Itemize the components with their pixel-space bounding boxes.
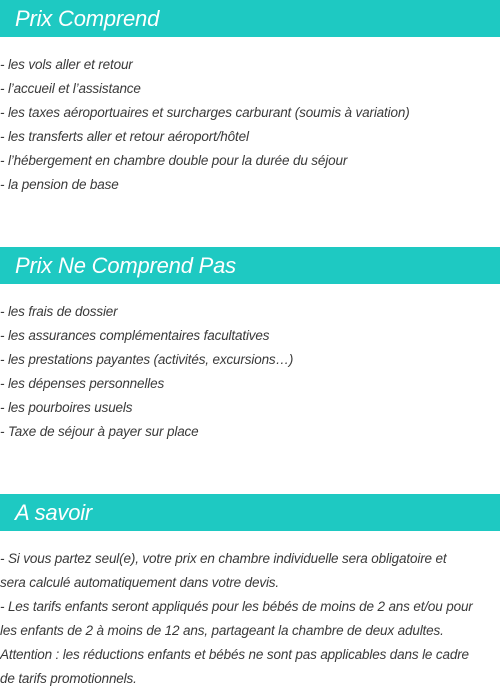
- section-title-not-included: Prix Ne Comprend Pas: [15, 252, 236, 278]
- text-line: - Les tarifs enfants seront appliqués pour les bébés de moins de 2 ans et/ou pour: [0, 599, 473, 614]
- text-line: de tarifs promotionnels.: [0, 671, 137, 686]
- text-line: les enfants de 2 à moins de 12 ans, partageant la chambre de deux adultes.: [0, 623, 444, 638]
- text-line: Attention : les réductions enfants et bébés ne sont pas applicables dans le cadre: [0, 647, 469, 662]
- list-item: - les dépenses personnelles: [0, 376, 165, 391]
- list-item: - les taxes aéroportuaires et surcharges carburant (soumis à variation): [0, 105, 410, 120]
- included-list: [0, 53, 500, 197]
- section-header-included: [0, 0, 500, 37]
- list-item: - les transferts aller et retour aéroport/hôtel: [0, 129, 249, 144]
- list-item: - la pension de base: [0, 177, 119, 192]
- list-item: - les assurances complémentaires facultatives: [0, 328, 270, 343]
- list-item: - les vols aller et retour: [0, 57, 133, 72]
- list-item: - les frais de dossier: [0, 304, 118, 319]
- list-item: - Taxe de séjour à payer sur place: [0, 424, 199, 439]
- text-line: sera calculé automatiquement dans votre devis.: [0, 575, 280, 590]
- section-header-good-to-know: [0, 494, 500, 531]
- list-item: - les prestations payantes (activités, excursions…): [0, 352, 294, 367]
- section-title-good-to-know: A savoir: [15, 499, 93, 525]
- section-title-included: Prix Comprend: [15, 5, 160, 31]
- text-line: - Si vous partez seul(e), votre prix en chambre individuelle sera obligatoire et: [0, 551, 447, 566]
- not-included-list: [0, 300, 500, 444]
- list-item: - l’hébergement en chambre double pour la durée du séjour: [0, 153, 348, 168]
- section-header-not-included: [0, 247, 500, 284]
- good-to-know-text: [0, 547, 500, 691]
- list-item: - les pourboires usuels: [0, 400, 133, 415]
- list-item: - l’accueil et l’assistance: [0, 81, 141, 96]
